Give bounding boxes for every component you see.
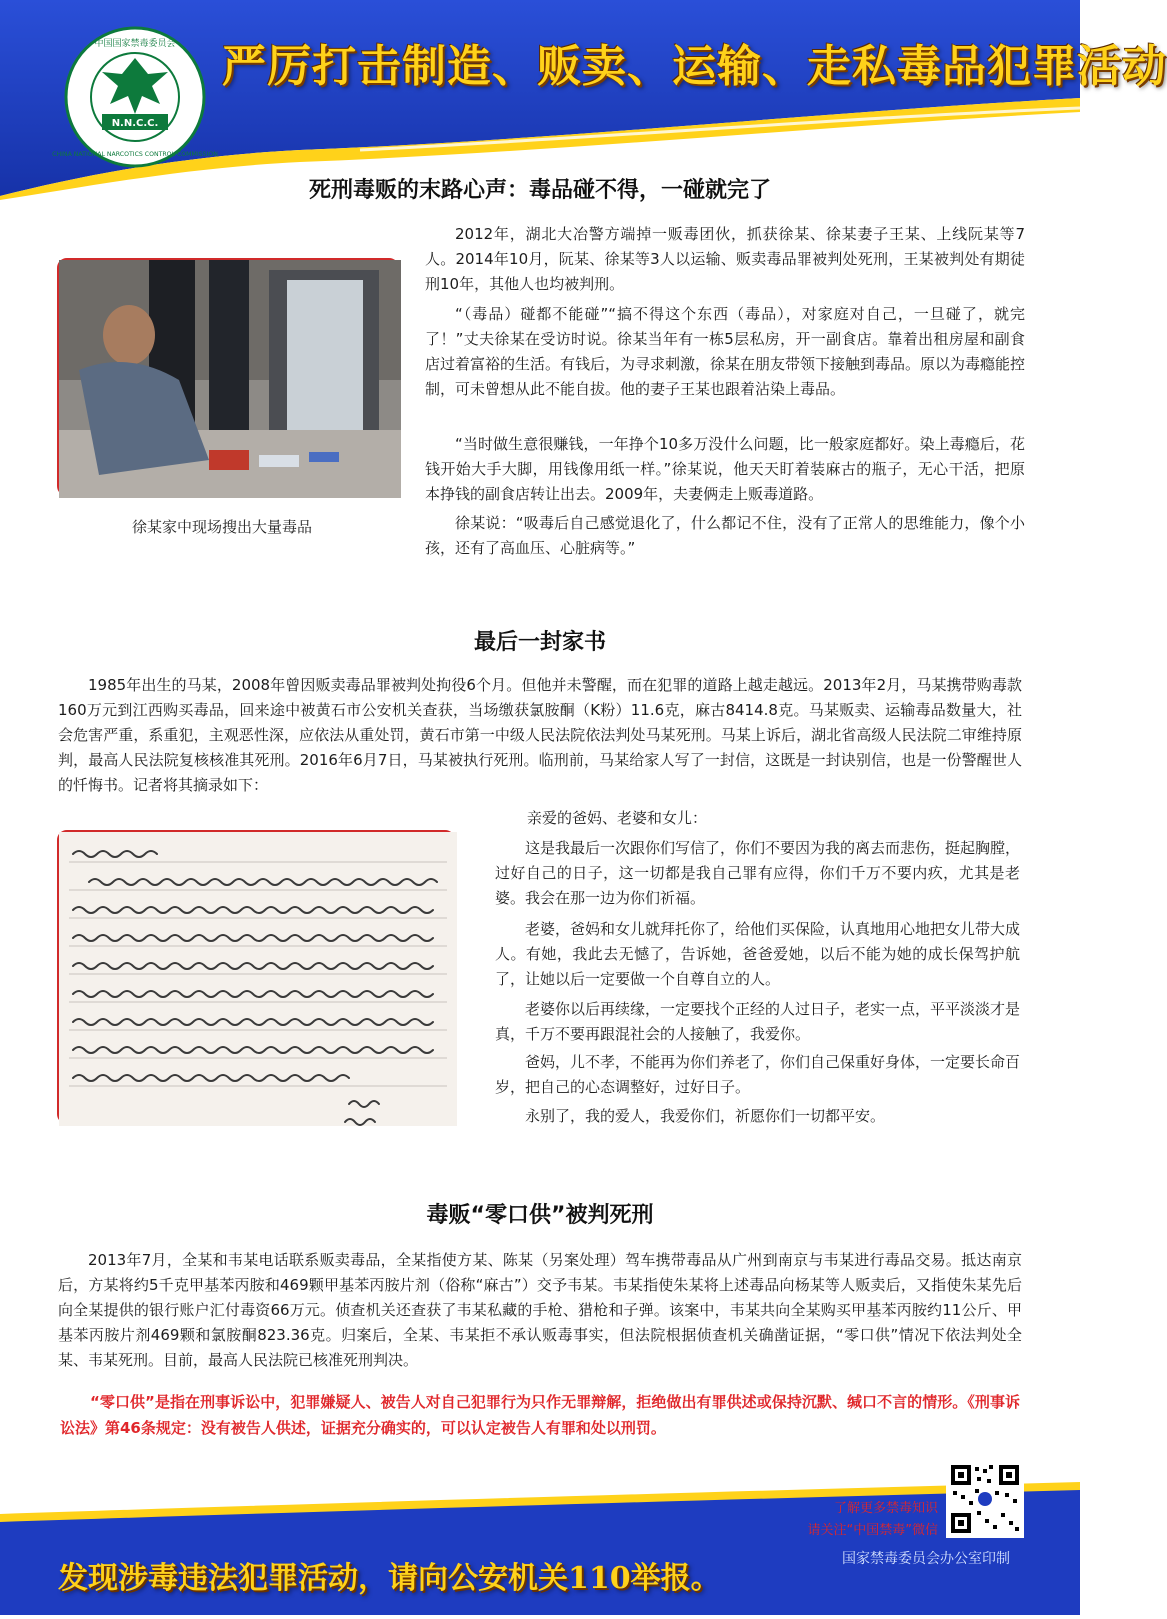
- logo-initials: N.N.C.C.: [111, 118, 159, 129]
- section3-title: 毒贩“零口供”被判死刑: [426, 1203, 654, 1228]
- footer-printer: 国家禁毒委员会办公室印制: [842, 1551, 1010, 1567]
- section1-paragraph-4: 徐某说：“吸毒后自己感觉退化了，什么都记不住，没有了正常人的思维能力，像个小孩，还有了高血压、心脏病等。”: [425, 514, 1025, 557]
- drug-seizure-photo: [57, 258, 399, 496]
- section1-paragraph-2: “（毒品）碰都不能碰”“搞不得这个东西（毒品），对家庭对自己，一旦碰了，就完了！”丈夫徐某在受访时说。徐某当年有一栋5层私房，开一副食店。靠着出租房屋和副食店过着富裕的生活。有钱后，为寻求刺激，徐某在朋友带领下接触到毒品。原以为毒瘾能控制，可未曾想从此不能自拔。他的妻子王某也跟着沾染上毒品。: [425, 305, 1026, 398]
- qr-text-line1: 了解更多禁毒知识: [833, 1501, 938, 1516]
- letter-paragraph-1: 这是我最后一次跟你们写信了，你们不要因为我的离去而悲伤，挺起胸膛，过好自己的日子，这一切都是我自己罪有应得，你们千万不要内疚，尤其是老婆。我会在那一边为你们祈福。: [495, 839, 1021, 907]
- letter-paragraph-5: 永别了，我的爱人，我爱你们，祈愿你们一切都平安。: [525, 1107, 886, 1125]
- handwritten-letter-image: [57, 830, 455, 1124]
- logo-side-text: CHINA NATIONAL NARCOTICS CONTROL COMMISSION: [52, 151, 218, 158]
- section1-title: 死刑毒贩的末路心声：毒品碰不得，一碰就完了: [308, 178, 771, 203]
- letter-paragraph-4: 爸妈，儿不孝，不能再为你们养老了，你们自己保重好身体，一定要长命百岁，把自己的心态调整好，过好日子。: [495, 1053, 1021, 1096]
- section2-title: 最后一封家书: [473, 630, 606, 655]
- letter-paragraph-2: 老婆，爸妈和女儿就拜托你了，给他们买保险，认真地用心地把女儿带大成人。有她，我此去无憾了，告诉她，爸爸爱她，以后不能为她的成长保驾护航了，让她以后一定要做一个自尊自立的人。: [495, 920, 1021, 988]
- letter-paragraph-3: 老婆你以后再续缘，一定要找个正经的人过日子，老实一点，平平淡淡才是真，千万不要再跟混社会的人接触了，我爱你。: [495, 1000, 1021, 1043]
- section1-paragraph-3: “当时做生意很赚钱，一年挣个10多万没什么问题，比一般家庭都好。染上毒瘾后，花钱开始大手大脚，用钱像用纸一样。”徐某说，他天天盯着装麻古的瓶子，无心干活，把原本挣钱的副食店转让出去。2009年，夫妻俩走上贩毒道路。: [425, 435, 1025, 503]
- photo-illustration: [59, 260, 401, 498]
- logo-top-text: 中国国家禁毒委员会: [94, 39, 176, 49]
- footer-slogan: 发现涉毒违法犯罪活动，请向公安机关110举报。: [58, 1561, 721, 1596]
- section2-intro: 1985年出生的马某，2008年曾因贩卖毒品罪被判处拘役6个月。但他并未警醒，而在犯罪的道路上越走越远。2013年2月，马某携带购毒款160万元到江西购买毒品，回来途中被黄石市公安机关查获，当场缴获氯胺酮（K粉）11.6克，麻古8414.8克。马某贩卖、运输毒品数量大，社会危害严重，系重犯，主观恶性深，应依法从重处罚，黄石市第一中级人民法院依法判处马某死刑。马某上诉后，湖北省高级人民法院二审维持原判，最高人民法院复核核准其死刑。2016年6月7日，马某被执行死刑。临刑前，马某给家人写了一封信，这既是一封诀别信，也是一份警醒世人的忏悔书。记者将其摘录如下：: [58, 676, 1022, 794]
- section3-paragraph: 2013年7月，全某和韦某电话联系贩卖毒品，全某指使方某、陈某（另案处理）驾车携带毒品从广州到南京与韦某进行毒品交易。抵达南京后，方某将约5千克甲基苯丙胺和469颗甲基苯丙胺片剂（俗称“麻古”）交予韦某。韦某指使朱某将上述毒品向杨某等人贩卖后，又指使朱某先后向全某提供的银行账户汇付毒资66万元。侦查机关还查获了韦某私藏的手枪、猎枪和子弹。该案中，韦某共向全某购买甲基苯丙胺约11公斤、甲基苯丙胺片剂469颗和氯胺酮823.36克。归案后，全某、韦某拒不承认贩毒事实，但法院根据侦查机关确凿证据，“零口供”情况下依法判处全某、韦某死刑。目前，最高人民法院已核准死刑判决。: [58, 1251, 1022, 1369]
- header-title: 严厉打击制造、贩卖、运输、走私毒品犯罪活动: [222, 41, 1167, 92]
- wechat-qr-code[interactable]: [946, 1460, 1024, 1538]
- qr-text-line2: 请关注“中国禁毒”微信: [807, 1523, 938, 1538]
- section1-paragraph-1: 2012年，湖北大冶警方端掉一贩毒团伙，抓获徐某、徐某妻子王某、上线阮某等7人。2014年10月，阮某、徐某等3人以运输、贩卖毒品罪被判处死刑，王某被判处有期徒刑10年，其他人也均被判刑。: [425, 225, 1025, 293]
- narcotics-commission-logo: [52, 26, 218, 168]
- zero-confession-note: “零口供”是指在刑事诉讼中，犯罪嫌疑人、被告人对自己犯罪行为只作无罪辩解，拒绝做出有罪供述或保持沉默、缄口不言的情形。《刑事诉讼法》第46条规定：没有被告人供述，证据充分确实的，可以认定被告人有罪和处以刑罚。: [60, 1393, 1020, 1437]
- qr-code-icon: [949, 1463, 1021, 1535]
- photo-caption: 徐某家中现场搜出大量毒品: [132, 518, 313, 536]
- header-banner: [0, 0, 1167, 200]
- letter-illustration: [59, 832, 457, 1126]
- letter-salutation: 亲爱的爸妈、老婆和女儿：: [527, 809, 708, 827]
